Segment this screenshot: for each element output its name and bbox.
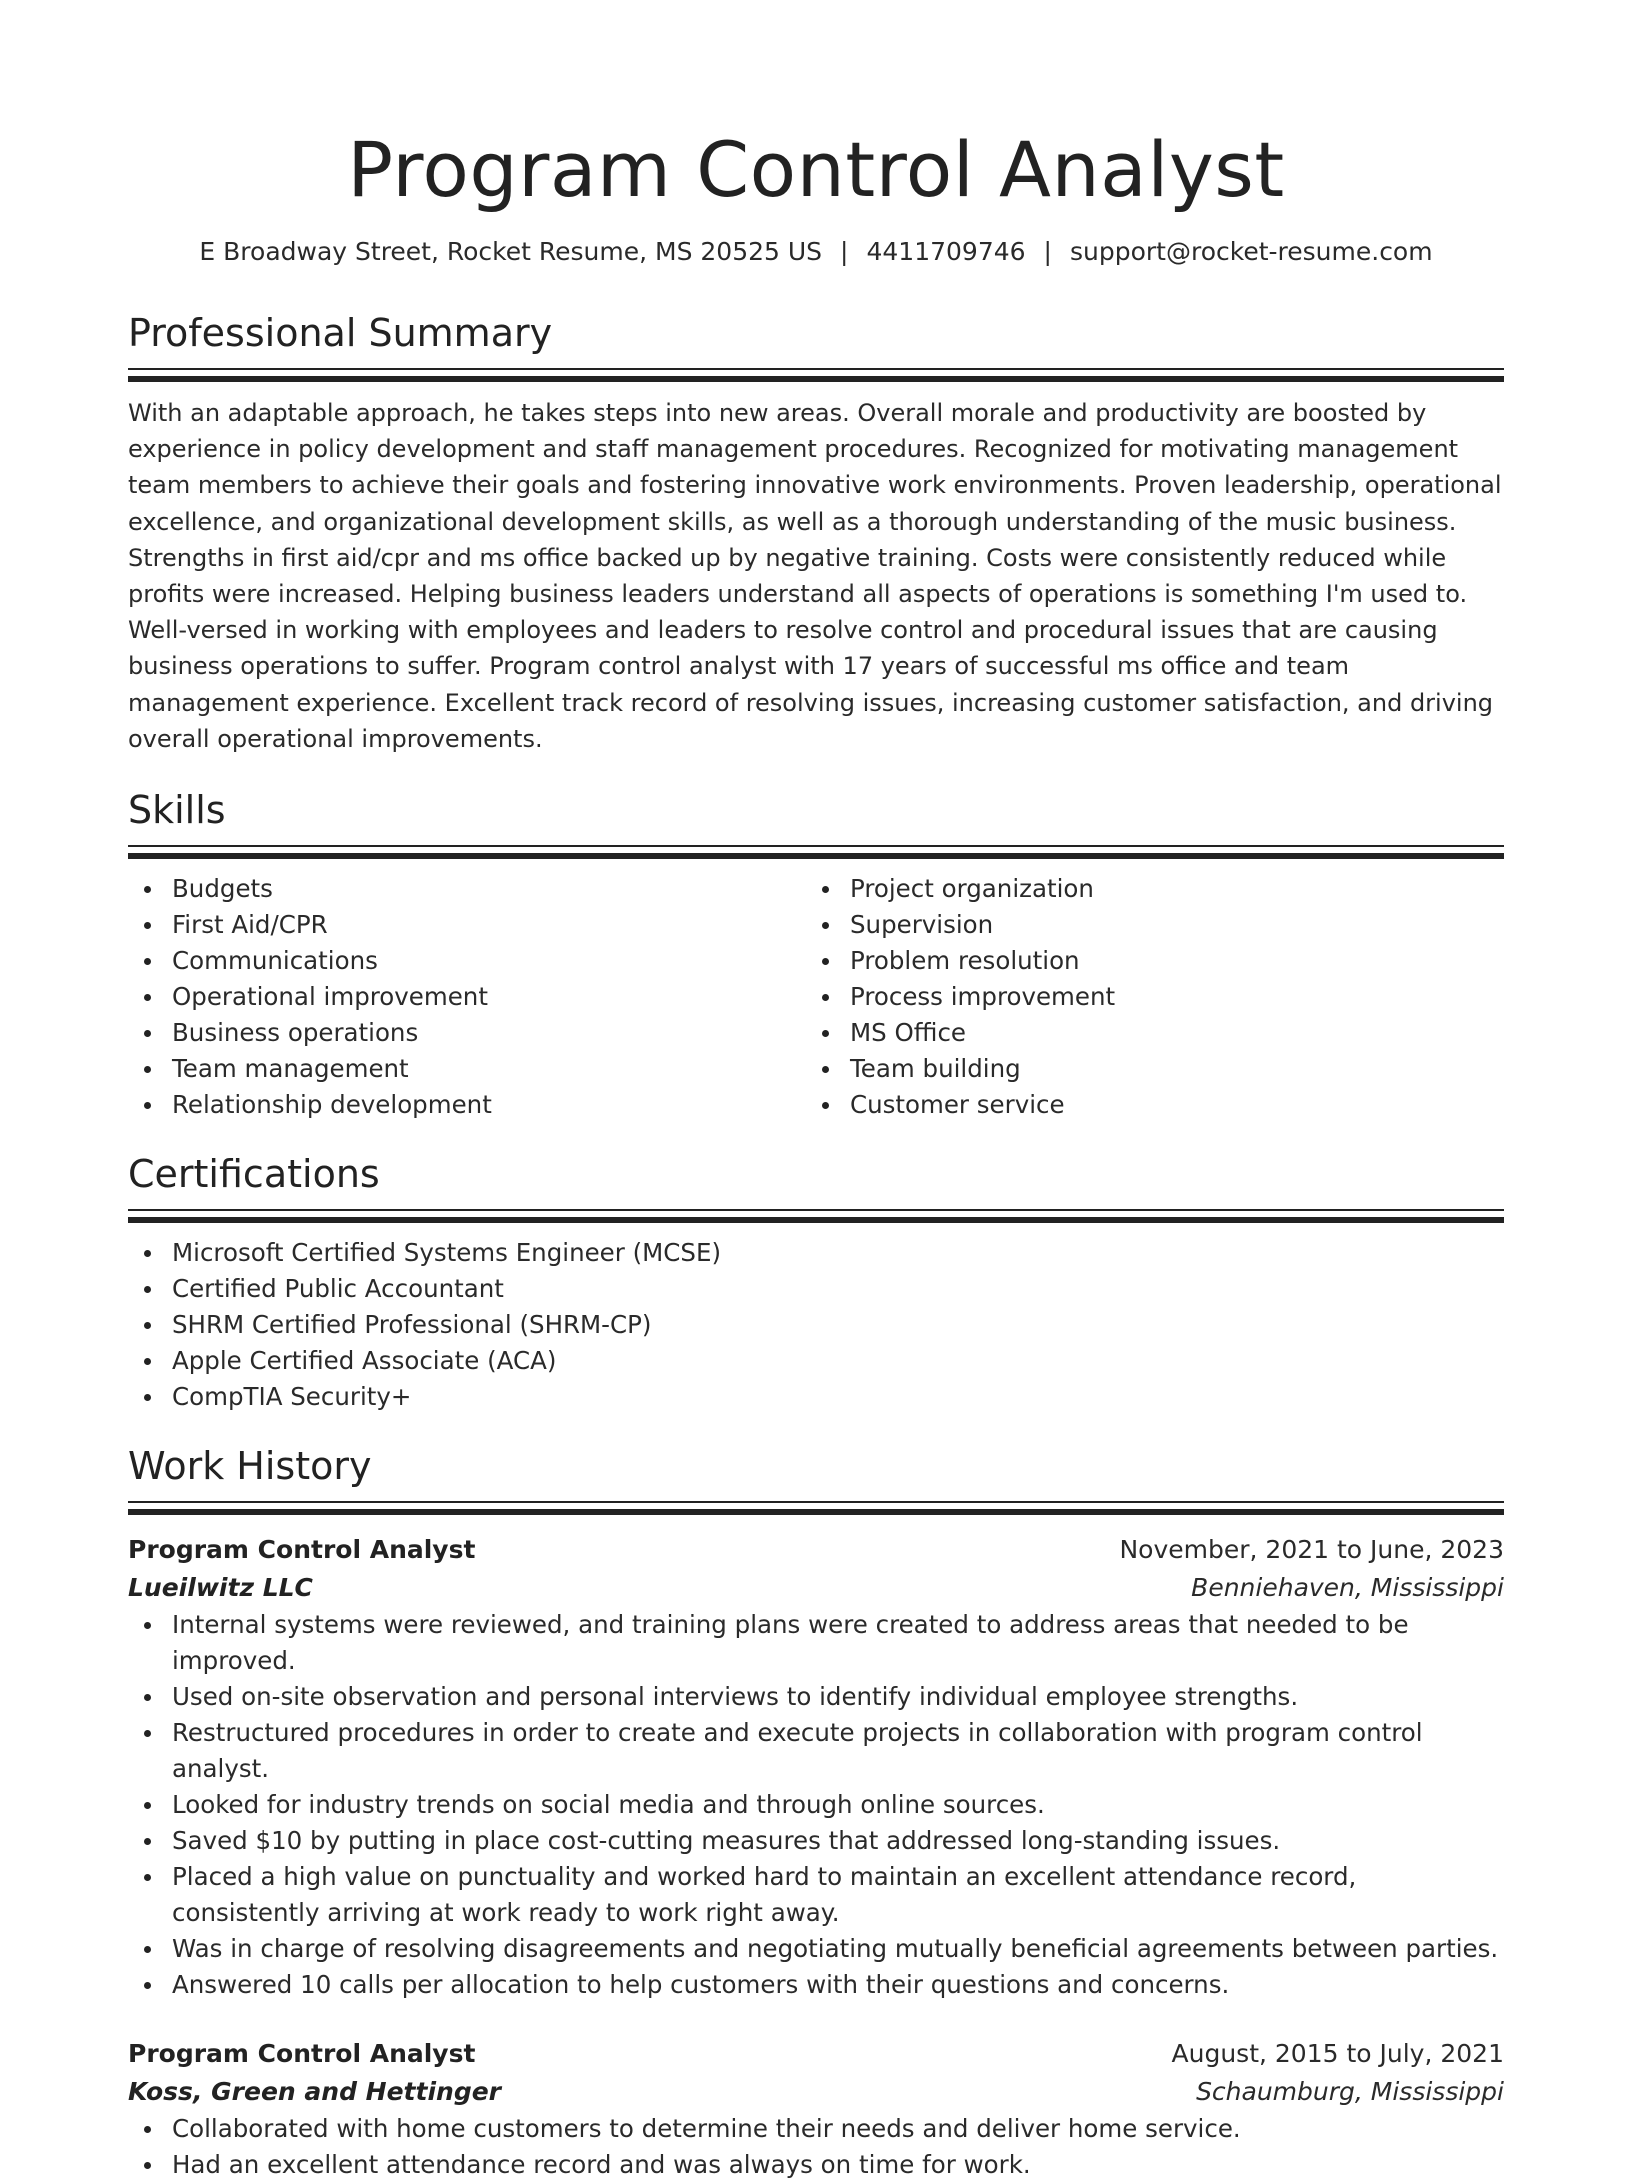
section-divider	[128, 1209, 1504, 1223]
job-bullet: Placed a high value on punctuality and worked hard to maintain an excellent attendance record, consistently arriving at work ready to work right away.	[128, 1859, 1504, 1931]
skills-heading: Skills	[128, 788, 226, 833]
skills-list-left	[128, 871, 806, 1123]
skills-grid	[128, 871, 1504, 1123]
candidate-name: Program Control Analyst	[347, 125, 1285, 214]
skill-item: Project organization	[806, 871, 1484, 907]
work-history-section	[128, 1443, 1504, 2183]
contact-separator: |	[840, 237, 849, 266]
skill-item: Supervision	[806, 907, 1484, 943]
skill-item: Budgets	[128, 871, 806, 907]
job-location: Schaumburg, Mississippi	[1196, 2077, 1504, 2107]
section-divider	[128, 368, 1504, 382]
job-title: Program Control Analyst	[128, 1535, 476, 1565]
job-company: Lueilwitz LLC	[128, 1573, 313, 1603]
job-bullet: Internal systems were reviewed, and training plans were created to address areas that needed to be improved.	[128, 1607, 1504, 1679]
contact-separator: |	[1043, 237, 1052, 266]
job-header	[128, 1531, 1504, 1569]
section-divider	[128, 845, 1504, 859]
summary-section	[128, 310, 1504, 757]
certifications-list	[128, 1235, 1504, 1415]
skill-item: Business operations	[128, 1015, 806, 1051]
job-bullet: Looked for industry trends on social media and through online sources.	[128, 1787, 1504, 1823]
skill-item: Customer service	[806, 1087, 1484, 1123]
work-history-heading: Work History	[128, 1444, 372, 1489]
skill-item: Process improvement	[806, 979, 1484, 1015]
job-location: Benniehaven, Mississippi	[1191, 1573, 1504, 1603]
certification-item: Certified Public Accountant	[128, 1271, 1504, 1307]
job-bullet: Used on-site observation and personal interviews to identify individual employee strengths.	[128, 1679, 1504, 1715]
skill-item: Communications	[128, 943, 806, 979]
job-entry	[128, 2035, 1504, 2183]
job-subheader	[128, 2073, 1504, 2111]
summary-text: With an adaptable approach, he takes steps into new areas. Overall morale and productivity are boosted by experience in policy development and staff management procedures. Recognized for motivating management team members to achieve their goals and fostering innovative work environments. Proven leadership, operational excellence, and organizational development skills, as well as a thorough understanding of the music business. Strengths in first aid/cpr and ms office backed up by negative training. Costs were consistently reduced while profits were increased. Helping business leaders understand all aspects of operations is something I'm used to. Well-versed in working with employees and leaders to resolve control and procedural issues that are causing business operations to suffer. Program control analyst with 17 years of successful ms office and team management experience. Excellent track record of resolving issues, increasing customer satisfaction, and driving overall operational improvements.	[128, 399, 1502, 753]
skills-section	[128, 787, 1504, 1123]
resume-content	[128, 0, 1504, 2183]
skill-item: Problem resolution	[806, 943, 1484, 979]
job-bullets	[128, 1607, 1504, 2003]
section-divider	[128, 1501, 1504, 1515]
contact-phone: 4411709746	[866, 237, 1026, 266]
skills-list-right	[806, 871, 1484, 1123]
skill-item: MS Office	[806, 1015, 1484, 1051]
job-bullets	[128, 2111, 1504, 2183]
contact-address: E Broadway Street, Rocket Resume, MS 20525 US	[199, 237, 823, 266]
skill-item: Relationship development	[128, 1087, 806, 1123]
job-company: Koss, Green and Hettinger	[128, 2077, 501, 2107]
contact-line	[128, 236, 1504, 268]
job-bullet: Restructured procedures in order to create and execute projects in collaboration with program control analyst.	[128, 1715, 1504, 1787]
job-title: Program Control Analyst	[128, 2039, 476, 2069]
certification-item: Microsoft Certified Systems Engineer (MCSE)	[128, 1235, 1504, 1271]
certifications-section	[128, 1151, 1504, 1415]
skill-item: Team building	[806, 1051, 1484, 1087]
certification-item: Apple Certified Associate (ACA)	[128, 1343, 1504, 1379]
job-bullet: Saved $10 by putting in place cost-cutting measures that addressed long-standing issues.	[128, 1823, 1504, 1859]
skill-item: Team management	[128, 1051, 806, 1087]
job-dates: November, 2021 to June, 2023	[1119, 1535, 1504, 1565]
summary-heading: Professional Summary	[128, 311, 553, 355]
job-bullet: Was in charge of resolving disagreements and negotiating mutually beneficial agreements between parties.	[128, 1931, 1504, 1967]
skill-item: First Aid/CPR	[128, 907, 806, 943]
job-dates: August, 2015 to July, 2021	[1171, 2039, 1504, 2069]
job-bullet: Answered 10 calls per allocation to help customers with their questions and concerns.	[128, 1967, 1504, 2003]
job-bullet: Had an excellent attendance record and was always on time for work.	[128, 2147, 1504, 2183]
certification-item: CompTIA Security+	[128, 1379, 1504, 1415]
job-entry	[128, 1531, 1504, 2003]
certifications-heading: Certifications	[128, 1152, 380, 1197]
job-bullet: Collaborated with home customers to determine their needs and deliver home service.	[128, 2111, 1504, 2147]
job-header	[128, 2035, 1504, 2073]
contact-email: support@rocket-resume.com	[1069, 237, 1433, 266]
certification-item: SHRM Certified Professional (SHRM-CP)	[128, 1307, 1504, 1343]
job-subheader	[128, 1569, 1504, 1607]
skill-item: Operational improvement	[128, 979, 806, 1015]
